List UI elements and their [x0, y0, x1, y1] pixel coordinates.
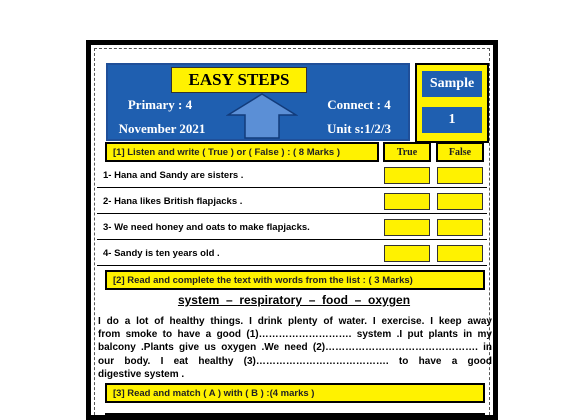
header-banner [106, 63, 410, 141]
section3-heading: [3] Read and match ( A ) with ( B ) :(4 marks ) [105, 383, 485, 403]
true-column-header: True [383, 142, 431, 162]
answer-box-true-1[interactable] [384, 167, 430, 184]
word-list: system – respiratory – food – oxygen [177, 293, 411, 307]
up-arrow-icon [226, 93, 298, 139]
sample-label: Sample [422, 71, 482, 97]
units-label: Unit s:1/2/3 [327, 121, 391, 136]
date-label: November 2021 [118, 121, 206, 136]
section1-heading: [1] Listen and write ( True ) or ( False ) : ( 8 Marks ) [105, 142, 379, 162]
sample-badge [415, 63, 489, 143]
passage-line: our body. I eat healthy (3)…………………………………. to have a good [98, 355, 492, 367]
passage-line: I do a lot of healthy things. I drink plenty of water. I exercise. I keep away [98, 316, 492, 327]
passage-line: digestive system . [98, 368, 185, 380]
answer-box-false-2[interactable] [437, 193, 483, 210]
answer-box-false-3[interactable] [437, 219, 483, 236]
worksheet-title: EASY STEPS [171, 67, 307, 93]
section2-heading: [2] Read and complete the text with words from the list : ( 3 Marks) [105, 270, 485, 290]
question-1: 1- Hana and Sandy are sisters . [103, 169, 244, 181]
divider [97, 239, 487, 240]
question-2: 2- Hana likes British flapjacks . [103, 195, 243, 207]
book-label: Connect : 4 [327, 97, 391, 112]
divider [97, 265, 487, 266]
passage-line: balcony .Plants give us oxygen .We need (2)………………………………………. in [98, 342, 492, 354]
false-column-header: False [436, 142, 484, 162]
answer-box-false-4[interactable] [437, 245, 483, 262]
section3-table-edge [105, 413, 485, 420]
divider [97, 187, 487, 188]
answer-box-true-4[interactable] [384, 245, 430, 262]
answer-box-true-2[interactable] [384, 193, 430, 210]
sample-number: 1 [422, 107, 482, 133]
grade-label: Primary : 4 [127, 97, 193, 112]
worksheet [86, 40, 498, 420]
question-4: 4- Sandy is ten years old . [103, 247, 220, 259]
question-3: 3- We need honey and oats to make flapjacks. [103, 221, 310, 233]
passage-line: from smoke to have a good (1)………………………. system .I put plants in my [98, 329, 492, 341]
divider [97, 213, 487, 214]
reading-passage [98, 315, 492, 381]
answer-box-false-1[interactable] [437, 167, 483, 184]
answer-box-true-3[interactable] [384, 219, 430, 236]
